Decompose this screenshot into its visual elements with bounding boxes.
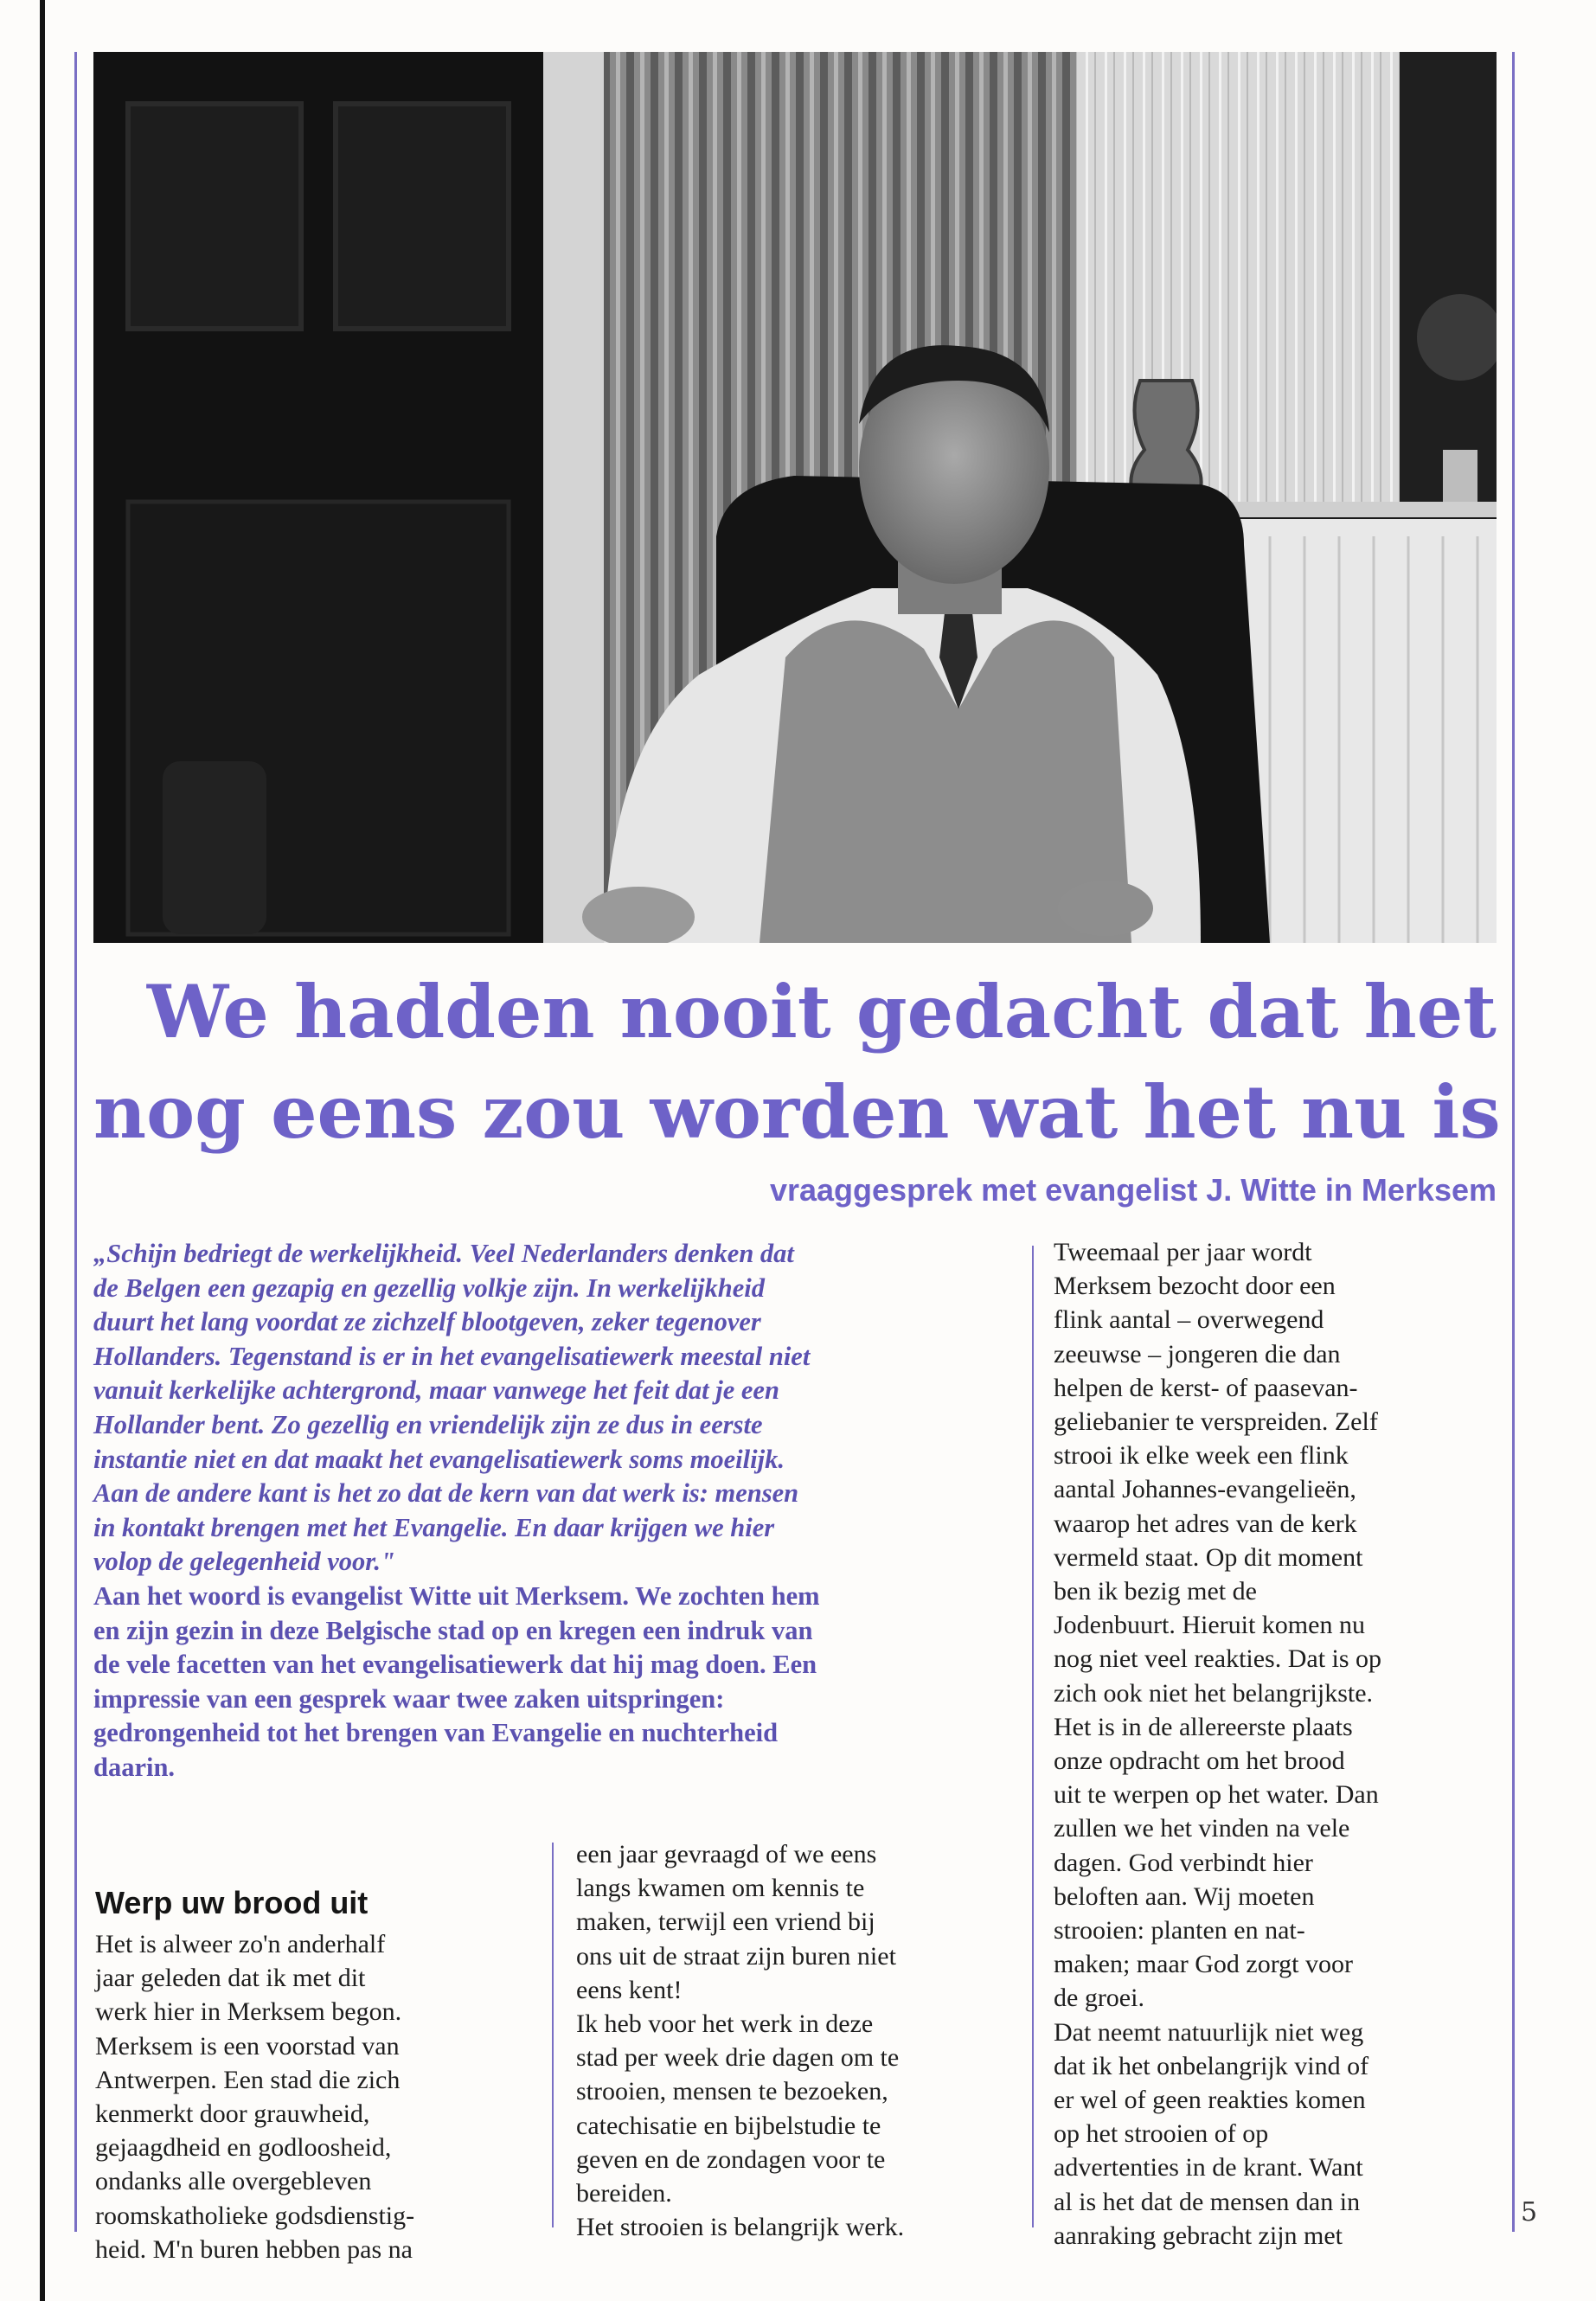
article-title — [93, 962, 1501, 1163]
column-b-line: maken, terwijl een vriend bij — [576, 1907, 875, 1937]
intro-quote-line: Hollander bent. Zo gezellig en vriendelijk zijn ze dus in eerste — [93, 1409, 763, 1439]
column-a-line: Het is alweer zo'n anderhalf — [95, 1930, 386, 1958]
intro-body-line: gedrongenheid tot het brengen van Evangelie en nuchterheid — [93, 1718, 779, 1748]
column-b — [576, 1837, 1017, 2244]
column-b-line: Het strooien is belangrijk werk. — [576, 2213, 905, 2242]
column-c-line: Merksem bezocht door een — [1054, 1272, 1336, 1301]
column-a-line: jaar geleden dat ik met dit — [95, 1964, 366, 1993]
article-subtitle: vraaggesprek met evangelist J. Witte in Merksem — [769, 1172, 1497, 1208]
column-b-line: ons uit de straat zijn buren niet — [576, 1941, 896, 1971]
column-b-text — [576, 1837, 1017, 2244]
column-c-line: nog niet veel reakties. Dat is op — [1054, 1644, 1382, 1674]
column-divider-1 — [552, 1843, 554, 2227]
intro-body-line: Aan het woord is evangelist Witte uit Merksem. We zochten hem — [93, 1580, 820, 1611]
scan-edge-line — [40, 0, 45, 2301]
column-b-line: Ik heb voor het werk in deze — [576, 2009, 874, 2039]
column-c-line: op het strooien of op — [1054, 2119, 1269, 2149]
column-c-line: zich ook niet het belangrijkste. — [1054, 1678, 1374, 1708]
intro-quote-line: „Schijn bedriegt de werkelijkheid. Veel Nederlanders denken dat — [93, 1239, 794, 1268]
intro-paragraph — [93, 1237, 1010, 1785]
column-c-line: de groei. — [1054, 1984, 1144, 2013]
intro-body — [93, 1580, 1010, 1785]
column-c-line: Tweemaal per jaar wordt — [1054, 1238, 1312, 1266]
column-c-line: uit te werpen op het water. Dan — [1054, 1780, 1379, 1810]
section-heading: Werp uw brood uit — [95, 1885, 369, 1920]
portrait-photo — [93, 52, 1497, 943]
column-c-line: vermeld staat. Op dit moment — [1054, 1542, 1363, 1572]
column-a-line: heid. M'n buren hebben pas na — [95, 2234, 413, 2264]
column-c-line: aanraking gebracht zijn met — [1054, 2221, 1343, 2250]
column-b-line: geven en de zondagen voor te — [576, 2144, 886, 2174]
column-a-line: kenmerkt door grauwheid, — [95, 2099, 370, 2129]
intro-quote-line: volop de gelegenheid voor." — [93, 1547, 395, 1577]
column-c-line: flink aantal – overwegend — [1054, 1305, 1324, 1335]
column-c-line: maken; maar God zorgt voor — [1054, 1950, 1354, 1979]
column-a-line: gejaagdheid en godloosheid, — [95, 2133, 392, 2163]
column-b-line: langs kwamen om kennis te — [576, 1874, 865, 1903]
column-divider-2 — [1032, 1246, 1034, 2227]
column-a — [95, 1886, 536, 2266]
column-c-line: strooi ik elke week een flink — [1054, 1441, 1349, 1471]
column-a-line: Merksem is een voorstad van — [95, 2031, 400, 2061]
column-c-text — [1054, 1235, 1495, 2253]
intro-quote-line: vanuit kerkelijke achtergrond, maar vanwege het feit dat je een — [93, 1375, 779, 1406]
intro-body-line: impressie van een gesprek waar twee zaken uitspringen: — [93, 1683, 725, 1714]
intro-quote-line: instantie niet en dat maakt het evangelisatiewerk soms moeilijk. — [93, 1444, 785, 1474]
column-b-line: een jaar gevraagd of we eens — [576, 1840, 877, 1868]
column-c-line: al is het dat de mensen dan in — [1054, 2187, 1361, 2216]
column-c-line: advertenties in de krant. Want — [1054, 2153, 1363, 2182]
column-c-line: zullen we het vinden na vele — [1054, 1814, 1350, 1843]
column-c-line: ben ik bezig met de — [1054, 1577, 1257, 1606]
column-c-line: er wel of geen reakties komen — [1054, 2086, 1366, 2115]
title-line-2: nog eens zou worden wat het nu is — [93, 1069, 1501, 1155]
frame-rule-right — [1512, 52, 1515, 2232]
page-number: 5 — [1521, 2197, 1538, 2227]
column-a-line: ondanks alle overgebleven — [95, 2167, 372, 2196]
column-a-text — [95, 1927, 536, 2266]
intro-quote-line: de Belgen een gezapig en gezellig volkje zijn. In werkelijkheid — [93, 1272, 765, 1303]
column-c-line: dagen. God verbindt hier — [1054, 1848, 1313, 1877]
intro-quote-line: Aan de andere kant is het zo dat de kern van dat werk is: mensen — [93, 1478, 799, 1509]
column-b-line: catechisatie en bijbelstudie te — [576, 2111, 881, 2140]
column-c-line: strooien: planten en nat- — [1054, 1916, 1305, 1945]
frame-rule-left — [74, 52, 77, 2232]
column-c-line: onze opdracht om het brood — [1054, 1747, 1345, 1776]
intro-quote — [93, 1237, 1010, 1580]
column-b-line: strooien, mensen te bezoeken, — [576, 2077, 888, 2106]
column-a-line: Antwerpen. Een stad die zich — [95, 2065, 401, 2094]
title-line-1: We hadden nooit gedacht dat het — [146, 969, 1497, 1054]
column-c-line: zeeuwse – jongeren die dan — [1054, 1339, 1341, 1368]
column-c-line: waarop het adres van de kerk — [1054, 1509, 1357, 1538]
column-c — [1054, 1235, 1495, 2253]
column-c-line: aantal Johannes-evangelieën, — [1054, 1475, 1356, 1504]
column-c-line: beloften aan. Wij moeten — [1054, 1881, 1315, 1911]
column-c-line: Het is in de allereerste plaats — [1054, 1712, 1353, 1741]
column-b-line: stad per week drie dagen om te — [576, 2043, 900, 2073]
column-c-line: geliebanier te verspreiden. Zelf — [1054, 1407, 1378, 1437]
intro-quote-line: in kontakt brengen met het Evangelie. En daar krijgen we hier — [93, 1512, 775, 1542]
intro-body-line: daarin. — [93, 1752, 176, 1782]
intro-body-line: en zijn gezin in deze Belgische stad op en kregen een indruk van — [93, 1615, 813, 1645]
column-c-line: Dat neemt natuurlijk niet weg — [1054, 2017, 1364, 2047]
column-b-line: eens kent! — [576, 1975, 683, 2004]
column-a-line: roomskatholieke godsdienstig- — [95, 2201, 415, 2230]
intro-body-line: de vele facetten van het evangelisatiewerk dat hij mag doen. Een — [93, 1650, 817, 1680]
column-b-line: bereiden. — [576, 2179, 672, 2208]
column-c-line: helpen de kerst- of paasevan- — [1054, 1373, 1358, 1402]
intro-quote-line: Hollanders. Tegenstand is er in het evangelisatiewerk meestal niet — [93, 1341, 811, 1371]
intro-quote-line: duurt het lang voordat ze zichzelf blootgeven, zeker tegenover — [93, 1307, 761, 1337]
column-c-line: Jodenbuurt. Hieruit komen nu — [1054, 1611, 1365, 1640]
column-a-line: werk hier in Merksem begon. — [95, 1997, 402, 2027]
column-c-line: dat ik het onbelangrijk vind of — [1054, 2051, 1369, 2080]
